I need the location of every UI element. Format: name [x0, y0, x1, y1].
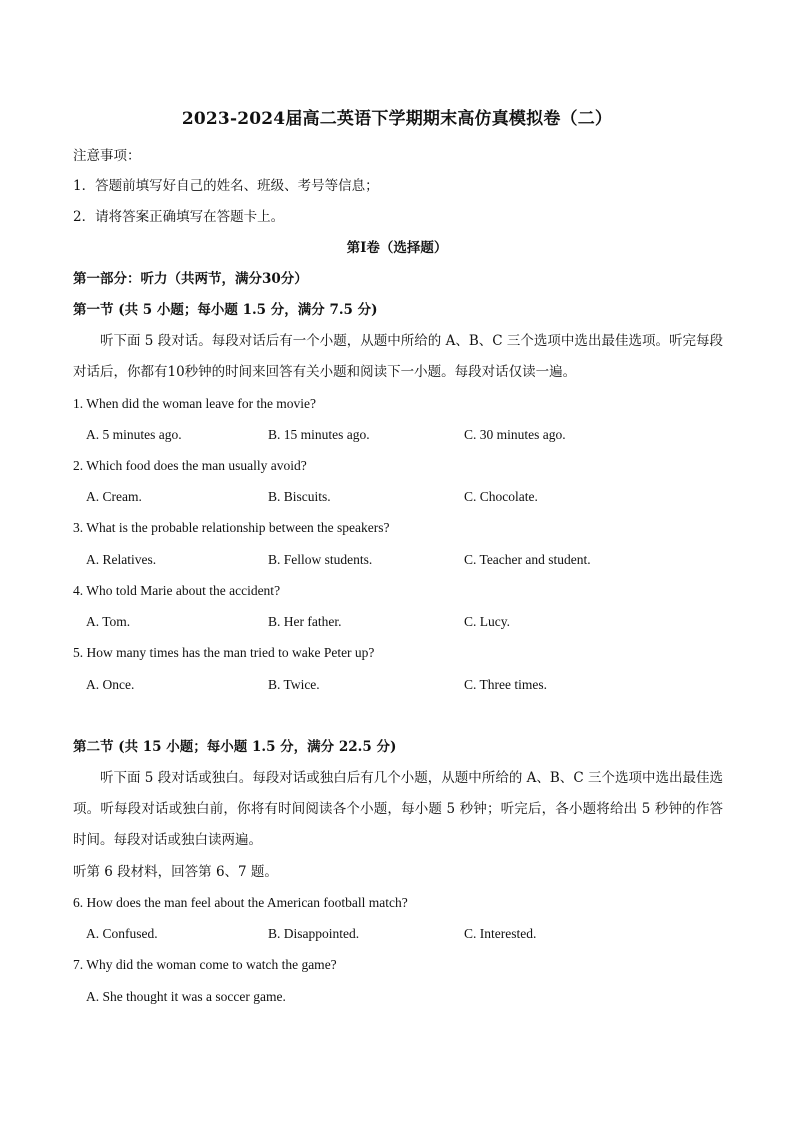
q1-option-c: C. 30 minutes ago. [464, 427, 566, 442]
q6-option-c: C. Interested. [464, 926, 537, 941]
question-6: 6. How does the man feel about the American football match? [73, 895, 408, 910]
q3-option-b: B. Fellow students. [268, 552, 373, 567]
question-5: 5. How many times has the man tried to wake Peter up? [73, 645, 375, 660]
q1-option-b: B. 15 minutes ago. [268, 427, 370, 442]
question-1: 1. When did the woman leave for the movie? [73, 396, 317, 411]
question-7: 7. Why did the woman come to watch the game? [73, 957, 337, 972]
q3-option-c: C. Teacher and student. [464, 552, 591, 567]
question-4: 4. Who told Marie about the accident? [73, 583, 281, 598]
q2-option-b: B. Biscuits. [268, 489, 331, 504]
section1-instructions: 听下面 5 段对话。每段对话后有一个小题，从题中所给的 A、B、C 三个选项中选出最佳选项。听完每段对话后，你都有10秒钟的时间来回答有关小题和阅读下一小题。每段对话仅读一遍。 [73, 333, 723, 380]
question-3: 3. What is the probable relationship between the speakers? [73, 520, 390, 535]
part1-title: 第一部分：听力（共两节，满分30分） [73, 271, 308, 287]
q4-option-a: A. Tom. [86, 614, 131, 629]
question-2: 2. Which food does the man usually avoid? [73, 458, 307, 473]
section2-instructions: 听下面 5 段对话或独白。每段对话或独白后有几个小题，从题中所给的 A、B、C 三个选项中选出最佳选项。听每段对话或独白前，你将有时间阅读各个小题，每小题 5 秒钟；听完后，各小题将给出 5 秒钟的作答时间。每段对话或独白读两遍。 [73, 770, 723, 848]
q2-option-a: A. Cream. [86, 489, 142, 504]
notice-heading: 注意事项： [73, 148, 141, 164]
q6-option-b: B. Disappointed. [268, 926, 360, 941]
material-note: 听第 6 段材料，回答第 6、7 题。 [73, 864, 278, 880]
q4-option-c: C. Lucy. [464, 614, 510, 629]
section2-title: 第二节 (共 15 小题；每小题 1.5 分，满分 22.5 分) [73, 739, 397, 755]
notice-item-2: 2．请将答案正确填写在答题卡上。 [73, 209, 285, 225]
exam-title: 2023-2024届高二英语下学期期末高仿真模拟卷（二） [181, 109, 613, 129]
q5-option-c: C. Three times. [464, 677, 547, 692]
q5-option-a: A. Once. [86, 677, 135, 692]
q6-option-a: A. Confused. [86, 926, 158, 941]
q7-option-a: A. She thought it was a soccer game. [86, 989, 286, 1004]
q2-option-c: C. Chocolate. [464, 489, 538, 504]
notice-item-1: 1．答题前填写好自己的姓名、班级、考号等信息； [73, 178, 379, 194]
q4-option-b: B. Her father. [268, 614, 342, 629]
section1-title: 第一节 (共 5 小题；每小题 1.5 分，满分 7.5 分) [73, 302, 378, 318]
q3-option-a: A. Relatives. [86, 552, 157, 567]
q1-option-a: A. 5 minutes ago. [86, 427, 182, 442]
q5-option-b: B. Twice. [268, 677, 320, 692]
volume-title: 第I卷（选择题） [346, 240, 448, 256]
